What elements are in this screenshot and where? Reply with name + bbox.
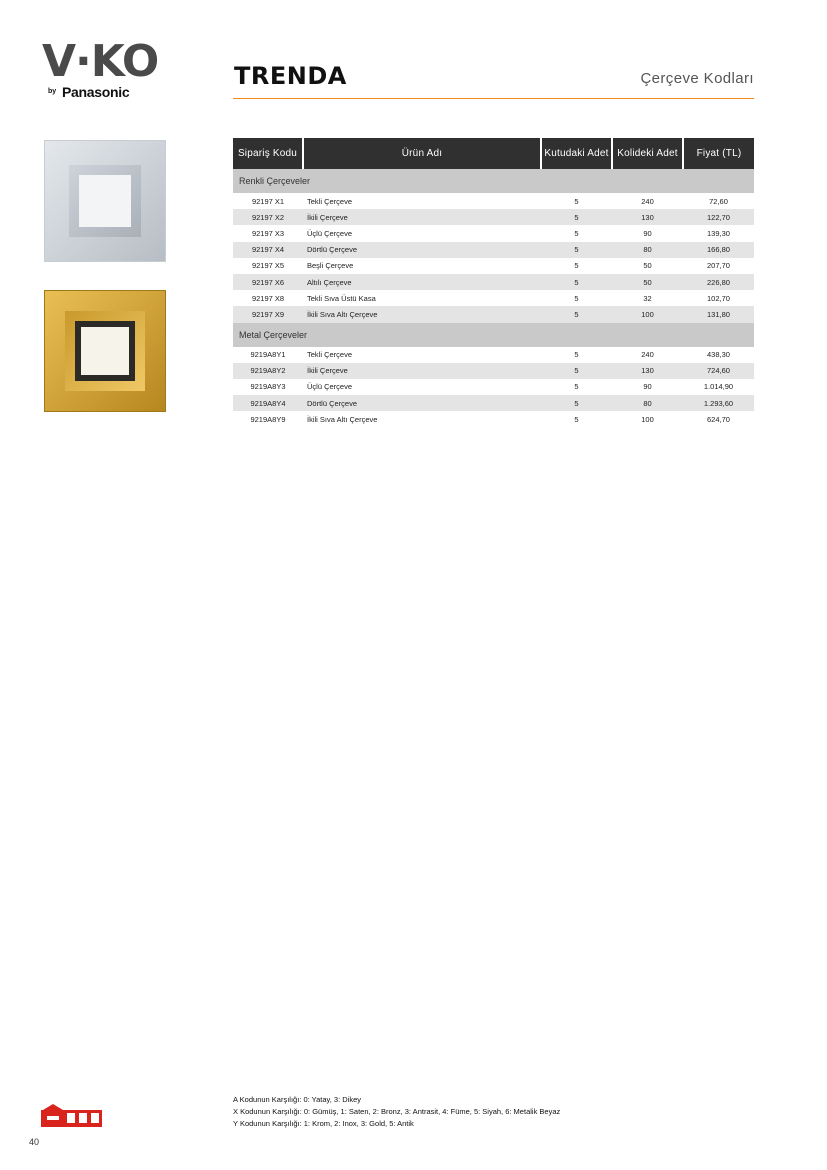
footnote: A Kodunun Karşılığı: 0: Yatay, 3: Dikey xyxy=(233,1095,361,1104)
case-qty-cell: 32 xyxy=(612,290,683,306)
order-code-cell: 9219A8Y2 xyxy=(233,363,303,379)
gold-frame-image xyxy=(44,290,166,412)
box-qty-cell: 5 xyxy=(541,225,612,241)
price-cell: 122,70 xyxy=(683,209,754,225)
product-name-cell: Tekli Sıva Üstü Kasa xyxy=(303,290,541,306)
column-header: Kutudaki Adet xyxy=(541,138,612,169)
group-title: Renkli Çerçeveler xyxy=(233,169,754,193)
box-qty-cell: 5 xyxy=(541,274,612,290)
price-cell: 139,30 xyxy=(683,225,754,241)
box-qty-cell: 5 xyxy=(541,306,612,322)
order-code-cell: 9219A8Y1 xyxy=(233,347,303,363)
box-qty-cell: 5 xyxy=(541,363,612,379)
table-header-row xyxy=(233,138,754,169)
box-qty-cell: 5 xyxy=(541,347,612,363)
case-qty-cell: 240 xyxy=(612,193,683,209)
price-cell: 207,70 xyxy=(683,258,754,274)
header-divider xyxy=(233,98,754,99)
column-header: Kolideki Adet xyxy=(612,138,683,169)
table-body xyxy=(233,169,754,427)
group-title: Metal Çerçeveler xyxy=(233,323,754,347)
product-name-cell: İkili Çerçeve xyxy=(303,209,541,225)
trenda-brand-logo xyxy=(234,62,347,90)
case-qty-cell: 130 xyxy=(612,363,683,379)
brand-name: TRENDA xyxy=(234,62,347,90)
product-name-cell: Dörtlü Çerçeve xyxy=(303,242,541,258)
page-number: 40 xyxy=(29,1137,40,1147)
product-name-cell: Üçlü Çerçeve xyxy=(303,379,541,395)
price-cell: 166,80 xyxy=(683,242,754,258)
case-qty-cell: 100 xyxy=(612,411,683,427)
case-qty-cell: 50 xyxy=(612,274,683,290)
box-qty-cell: 5 xyxy=(541,193,612,209)
table-group-row xyxy=(233,323,754,347)
case-qty-cell: 100 xyxy=(612,306,683,322)
order-code-cell: 92197 X1 xyxy=(233,193,303,209)
column-header: Fiyat (TL) xyxy=(683,138,754,169)
price-cell: 72,60 xyxy=(683,193,754,209)
case-qty-cell: 130 xyxy=(612,209,683,225)
order-code-cell: 92197 X5 xyxy=(233,258,303,274)
footer-company-logo xyxy=(41,1104,102,1127)
price-cell: 131,80 xyxy=(683,306,754,322)
order-code-cell: 92197 X6 xyxy=(233,274,303,290)
case-qty-cell: 240 xyxy=(612,347,683,363)
product-name-cell: İkili Sıva Altı Çerçeve xyxy=(303,306,541,322)
table-row xyxy=(233,209,754,225)
price-table xyxy=(233,138,754,427)
table-row xyxy=(233,363,754,379)
footnote: Y Kodunun Karşılığı: 1: Krom, 2: Inox, 3: Gold, 5: Antik xyxy=(233,1119,414,1128)
footnotes xyxy=(233,1094,560,1130)
table-row xyxy=(233,258,754,274)
box-qty-cell: 5 xyxy=(541,209,612,225)
box-qty-cell: 5 xyxy=(541,258,612,274)
table-group-row xyxy=(233,169,754,193)
case-qty-cell: 50 xyxy=(612,258,683,274)
table-row xyxy=(233,290,754,306)
price-cell: 624,70 xyxy=(683,411,754,427)
order-code-cell: 92197 X4 xyxy=(233,242,303,258)
product-name-cell: Dörtlü Çerçeve xyxy=(303,395,541,411)
order-code-cell: 92197 X2 xyxy=(233,209,303,225)
order-code-cell: 92197 X9 xyxy=(233,306,303,322)
product-name-cell: Üçlü Çerçeve xyxy=(303,225,541,241)
price-cell: 226,80 xyxy=(683,274,754,290)
product-name-cell: Altılı Çerçeve xyxy=(303,274,541,290)
box-qty-cell: 5 xyxy=(541,411,612,427)
price-cell: 438,30 xyxy=(683,347,754,363)
table-row xyxy=(233,411,754,427)
order-code-cell: 92197 X3 xyxy=(233,225,303,241)
panasonic-logo: Panasonic xyxy=(62,84,130,100)
order-code-cell: 92197 X8 xyxy=(233,290,303,306)
table-row xyxy=(233,379,754,395)
page-title: Çerçeve Kodları xyxy=(640,70,754,87)
product-name-cell: İkili Çerçeve xyxy=(303,363,541,379)
box-qty-cell: 5 xyxy=(541,379,612,395)
order-code-cell: 9219A8Y3 xyxy=(233,379,303,395)
price-cell: 724,60 xyxy=(683,363,754,379)
column-header: Sipariş Kodu xyxy=(233,138,303,169)
viko-logo-word: V·KO xyxy=(42,36,159,87)
product-name-cell: Beşli Çerçeve xyxy=(303,258,541,274)
order-code-cell: 9219A8Y9 xyxy=(233,411,303,427)
price-cell: 1.014,90 xyxy=(683,379,754,395)
box-qty-cell: 5 xyxy=(541,290,612,306)
product-name-cell: İkili Sıva Altı Çerçeve xyxy=(303,411,541,427)
box-qty-cell: 5 xyxy=(541,242,612,258)
table-row xyxy=(233,395,754,411)
case-qty-cell: 80 xyxy=(612,242,683,258)
product-name-cell: Tekli Çerçeve xyxy=(303,193,541,209)
table-row xyxy=(233,242,754,258)
silver-frame-image xyxy=(44,140,166,262)
footnote: X Kodunun Karşılığı: 0: Gümüş, 1: Saten, 2: Bronz, 3: Antrasit, 4: Füme, 5: Siyah, 6: Metalik Beyaz xyxy=(233,1107,561,1116)
price-cell: 102,70 xyxy=(683,290,754,306)
price-cell: 1.293,60 xyxy=(683,395,754,411)
product-name-cell: Tekli Çerçeve xyxy=(303,347,541,363)
box-qty-cell: 5 xyxy=(541,395,612,411)
table-row xyxy=(233,306,754,322)
viko-logo xyxy=(40,38,170,102)
table-row xyxy=(233,225,754,241)
case-qty-cell: 90 xyxy=(612,225,683,241)
table-row xyxy=(233,274,754,290)
case-qty-cell: 90 xyxy=(612,379,683,395)
order-code-cell: 9219A8Y4 xyxy=(233,395,303,411)
column-header: Ürün Adı xyxy=(303,138,541,169)
viko-logo-by: by xyxy=(48,88,57,95)
table-row xyxy=(233,347,754,363)
case-qty-cell: 80 xyxy=(612,395,683,411)
table-row xyxy=(233,193,754,209)
